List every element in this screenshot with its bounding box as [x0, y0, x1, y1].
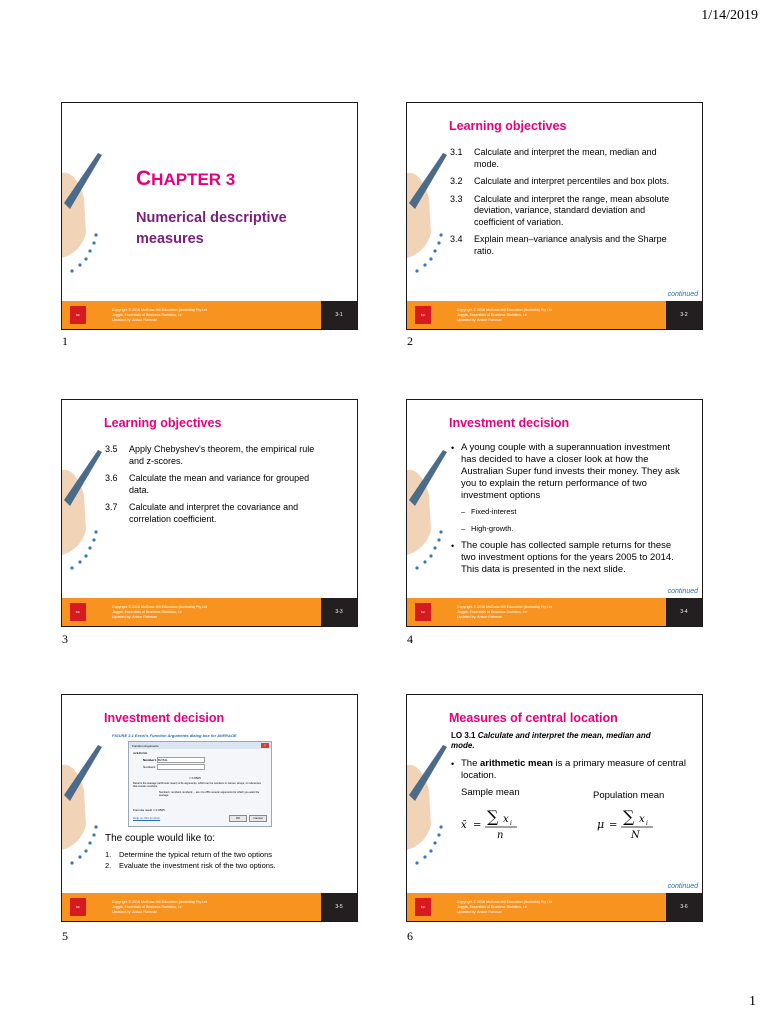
dialog-title: Function Arguments: [132, 743, 159, 748]
svg-text:x: x: [639, 814, 645, 825]
chapter-title-initial: C: [136, 167, 152, 190]
slide-label-2: 2: [407, 334, 413, 348]
slide-footer: [407, 598, 702, 626]
bullet-list: [451, 758, 687, 786]
slide-2: [406, 102, 703, 330]
slide-1: [61, 102, 358, 330]
slide-title: Learning objectives: [449, 119, 567, 133]
slide-label-5: 5: [62, 929, 68, 943]
objective-item: 3.6 Calculate the mean and variance for grouped data.: [105, 473, 310, 495]
hand-pen-illustration: [62, 143, 104, 293]
cancel-button[interactable]: Cancel: [249, 815, 267, 822]
slide-title: Investment decision: [104, 711, 225, 725]
continued-note: continued: [667, 291, 698, 298]
help-link[interactable]: Help on this function: [133, 816, 161, 820]
objective-item: 3.4 Explain mean–variance analysis and the Sharpe ratio.: [450, 234, 667, 256]
sub-bullet-item: – High-growth.: [461, 524, 514, 533]
bullet-item: • The couple has collected sample returns for these two investment options for the years 2005 to 2014. This data is presented in the next slide.: [451, 540, 674, 575]
formula-result: Formula result = 0.0505: [133, 808, 165, 812]
svg-text:x: x: [503, 814, 509, 825]
ok-button[interactable]: OK: [229, 815, 247, 822]
dialog-result-line: = 0.0505: [189, 776, 201, 780]
sub-bullet-item: – Fixed-interest: [461, 507, 517, 516]
mcgraw-hill-logo: Mc: [415, 306, 431, 324]
svg-text:∑: ∑: [623, 807, 635, 826]
copyright-text: Copyright © 2016 McGraw-Hill Education (Australia) Pty Ltd Jaggia, Essentials of Business Statistics, 1e Updated by: Anisur Rahman: [112, 899, 208, 914]
numbered-list: [105, 849, 276, 871]
slide-number: 3-1: [321, 301, 357, 329]
intro-text: The couple would like to:: [105, 833, 216, 844]
svg-text:n: n: [497, 830, 504, 841]
slide-number: 3-3: [321, 598, 357, 626]
slide-title: Learning objectives: [104, 416, 222, 430]
dialog-help-text-2: Number1: number1,number2,... are 1 to 255 numeric arguments for which you want the average.: [159, 791, 260, 798]
mcgraw-hill-logo: Mc: [415, 603, 431, 621]
dialog-func-name: AVERAGE: [133, 751, 148, 755]
continued-note: continued: [667, 883, 698, 890]
mcgraw-hill-logo: Mc: [70, 306, 86, 324]
number2-input[interactable]: [157, 764, 205, 770]
copyright-text: Copyright © 2016 McGraw-Hill Education (Australia) Pty Ltd Jaggia, Essentials of Business Statistics, 1e Updated by: Anisur Rahman: [457, 604, 553, 619]
number1-input[interactable]: B2:B11: [157, 757, 205, 763]
svg-text:i: i: [510, 820, 512, 827]
slide-title: Measures of central location: [449, 711, 618, 725]
hand-pen-illustration: [62, 735, 104, 885]
slide-number: 3-4: [666, 598, 702, 626]
chapter-title: [136, 167, 235, 191]
hand-pen-illustration: [407, 440, 449, 590]
objective-item: 3.2 Calculate and interpret percentiles and box plots.: [450, 176, 670, 186]
page-date: 1/14/2019: [701, 8, 758, 23]
svg-text:=: =: [609, 820, 618, 831]
slide-3: [61, 399, 358, 627]
slide-footer: [62, 598, 357, 626]
figure-caption: FIGURE 3.1 Excel's Function Arguments dialog box for AVERAGE: [112, 733, 237, 738]
hand-pen-illustration: [407, 735, 449, 885]
dialog-help-text: Returns the average (arithmetic mean) of its arguments, which can be numbers or names, arrays, or references that contain numbers.: [133, 782, 261, 789]
slide-footer: [62, 301, 357, 329]
page-number: 1: [749, 994, 756, 1009]
slide-label-4: 4: [407, 632, 413, 646]
numbered-item: 1. Determine the typical return of the two options: [105, 850, 272, 859]
svg-text:μ: μ: [597, 818, 605, 831]
population-mean-formula: [593, 805, 663, 845]
bullet-item: • A young couple with a superannuation investment has decided to have a closer look at how the Australian Super fund invests their money. They ask you to explain the return performance of two investment options: [451, 442, 680, 501]
chapter-subtitle: Numerical descriptive measures: [136, 210, 287, 247]
dialog-close-button[interactable]: ×: [261, 743, 269, 748]
slide-footer: [407, 301, 702, 329]
objective-item: 3.3 Calculate and interpret the range, mean absolute deviation, variance, standard deviation and coefficient of variation.: [450, 193, 670, 227]
population-mean-label: Population mean: [593, 790, 665, 801]
slide-6: [406, 694, 703, 922]
bullet-list: [451, 442, 687, 580]
svg-text:i: i: [646, 820, 648, 827]
slide-footer: [62, 893, 357, 921]
hand-pen-illustration: [62, 440, 104, 590]
slide-label-1: 1: [62, 334, 68, 348]
objective-item: 3.1 Calculate and interpret the mean, median and mode.: [450, 147, 657, 169]
mcgraw-hill-logo: Mc: [70, 603, 86, 621]
sample-mean-label: Sample mean: [461, 787, 520, 798]
hand-pen-illustration: [407, 143, 449, 293]
objective-item: 3.7 Calculate and interpret the covariance and correlation coefficient.: [105, 502, 299, 524]
continued-note: continued: [667, 588, 698, 595]
slide-number: 3-6: [666, 893, 702, 921]
numbered-item: 2. Evaluate the investment risk of the two options.: [105, 861, 276, 870]
svg-text:x̄: x̄: [461, 820, 467, 831]
dialog-arg-row: Number1 B2:B11: [143, 757, 205, 763]
slide-footer: [407, 893, 702, 921]
svg-text:=: =: [473, 820, 482, 831]
slide-number: 3-5: [321, 893, 357, 921]
mcgraw-hill-logo: Mc: [415, 898, 431, 916]
slide-label-3: 3: [62, 632, 68, 646]
learning-objective-ref: LO 3.1 Calculate and interpret the mean, median and mode.: [451, 731, 651, 750]
mcgraw-hill-logo: Mc: [70, 898, 86, 916]
chapter-title-rest: HAPTER 3: [151, 170, 236, 189]
slide-4: [406, 399, 703, 627]
objective-item: 3.5 Apply Chebyshev's theorem, the empirical rule and z-scores.: [105, 444, 315, 466]
function-arguments-dialog: [128, 741, 272, 827]
copyright-text: Copyright © 2016 McGraw-Hill Education (Australia) Pty Ltd Jaggia, Essentials of Business Statistics, 1e Updated by: Anisur Rahman: [112, 604, 208, 619]
svg-text:∑: ∑: [487, 807, 499, 826]
copyright-text: Copyright © 2016 McGraw-Hill Education (Australia) Pty Ltd Jaggia, Essentials of Business Statistics, 1e Updated by: Anisur Rahman: [457, 899, 553, 914]
slide-number: 3-2: [666, 301, 702, 329]
slide-title: Investment decision: [449, 416, 570, 430]
slide-label-6: 6: [407, 929, 413, 943]
objectives-list: [105, 444, 325, 531]
objectives-list: [450, 147, 670, 263]
dialog-titlebar: [129, 742, 271, 749]
dialog-arg-row: Number2: [143, 764, 205, 770]
slide-5: [61, 694, 358, 922]
svg-text:N: N: [631, 830, 640, 841]
sample-mean-formula: [457, 805, 527, 845]
bullet-item: • The arithmetic mean is a primary measure of central location.: [451, 758, 686, 781]
copyright-text: Copyright © 2016 McGraw-Hill Education (Australia) Pty Ltd Jaggia, Essentials of Business Statistics, 1e Updated by: Anisur Rahman: [457, 307, 553, 322]
copyright-text: Copyright © 2016 McGraw-Hill Education (Australia) Pty Ltd Jaggia, Essentials of Business Statistics, 1e Updated by: Anisur Rahman: [112, 307, 208, 322]
